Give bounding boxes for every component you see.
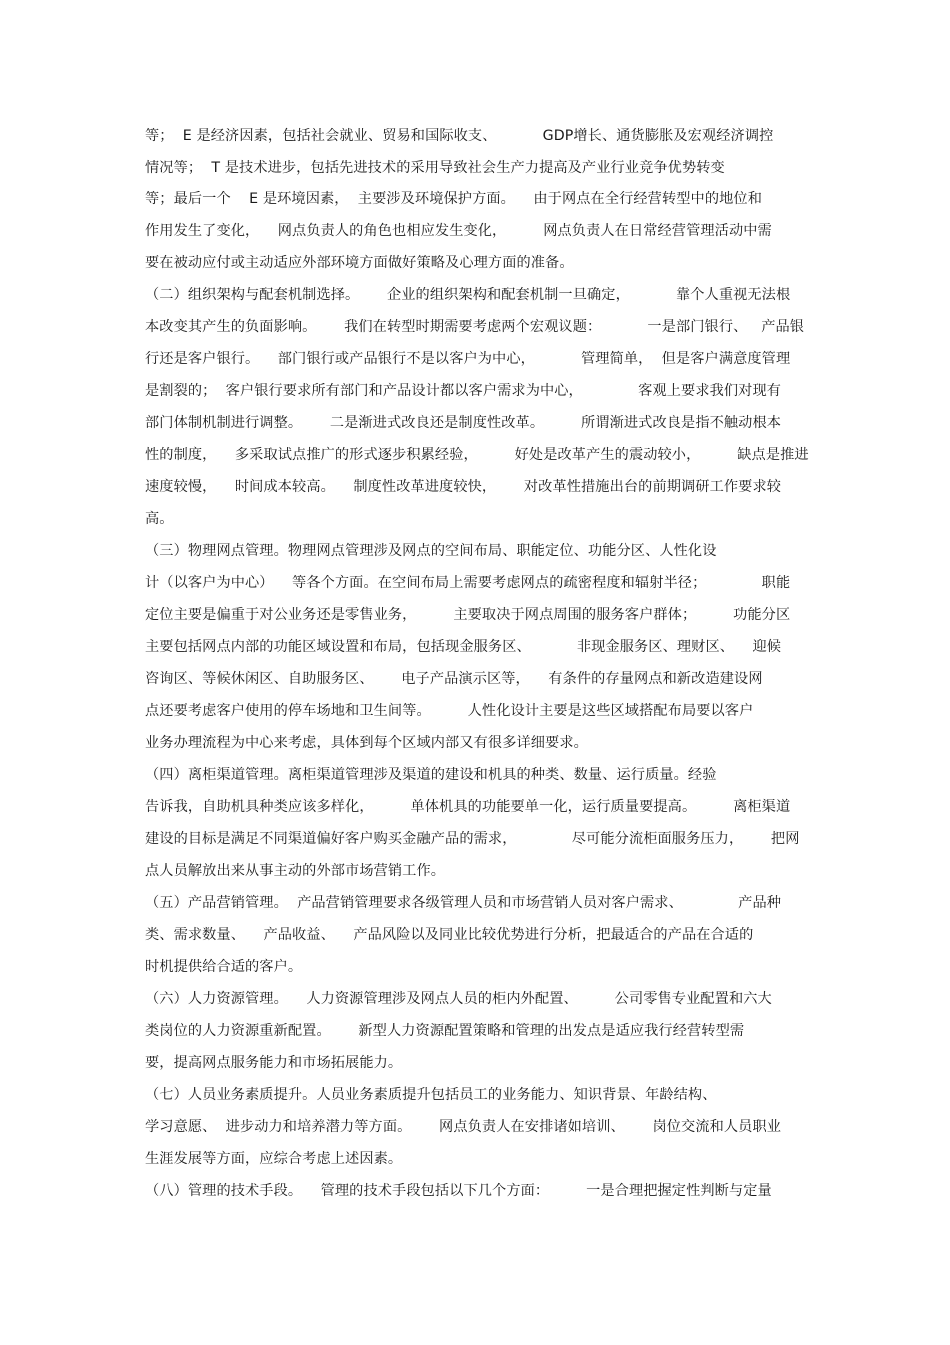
text-line: 定位主要是偏重于对公业务还是零售业务， 主要取决于网点周围的服务客户群体； 功能分区 xyxy=(145,607,791,623)
text-line: 类、需求数量、 产品收益、 产品风险以及同业比较优势进行分析，把最适合的产品在合适的 xyxy=(145,927,754,943)
text-line: （八）管理的技术手段。 管理的技术手段包括以下几个方面： 一是合理把握定性判断与定量 xyxy=(145,1183,772,1199)
text-line: 性的制度， 多采取试点推广的形式逐步积累经验， 好处是改革产生的震动较小， 缺点是推进 xyxy=(145,447,809,463)
text-line: （六）人力资源管理。 人力资源管理涉及网点人员的柜内外配置、 公司零售专业配置和六大 xyxy=(145,991,772,1007)
text-line: 业务办理流程为中心来考虑，具体到每个区域内部又有很多详细要求。 xyxy=(145,735,588,751)
text-line: 作用发生了变化， 网点负责人的角色也相应发生变化， 网点负责人在日常经营管理活动中需 xyxy=(145,223,772,239)
text-line: 行还是客户银行。 部门银行或产品银行不是以客户为中心， 管理简单， 但是客户满意度管理 xyxy=(145,351,791,367)
text-line: 等； E 是经济因素，包括社会就业、贸易和国际收支、 GDP增长、通货膨胀及宏观经济调控 xyxy=(145,128,774,144)
text-line: 点人员解放出来从事主动的外部市场营销工作。 xyxy=(145,863,446,879)
text-line: 建设的目标是满足不同渠道偏好客户购买金融产品的需求， 尽可能分流柜面服务压力， 把网 xyxy=(145,831,800,847)
text-line: 速度较慢， 时间成本较高。 制度性改革进度较快， 对改革性措施出台的前期调研工作要求较 xyxy=(145,479,782,495)
text-line: 学习意愿、 进步动力和培养潜力等方面。 网点负责人在安排诸如培训、 岗位交流和人员职业 xyxy=(145,1119,782,1135)
text-line: 时机提供给合适的客户。 xyxy=(145,959,303,975)
text-line: 生涯发展等方面，应综合考虑上述因素。 xyxy=(145,1151,403,1167)
text-line: 部门体制机制进行调整。 二是渐进式改良还是制度性改革。 所谓渐进式改良是指不触动根本 xyxy=(145,415,782,431)
text-line: （五）产品营销管理。 产品营销管理要求各级管理人员和市场营销人员对客户需求、 产品种 xyxy=(145,895,782,911)
text-line: （七）人员业务素质提升。人员业务素质提升包括员工的业务能力、知识背景、年龄结构、 xyxy=(145,1087,717,1103)
text-line: 等；最后一个 E 是环境因素， 主要涉及环境保护方面。 由于网点在全行经营转型中的地位和 xyxy=(145,191,762,207)
text-line: 计（以客户为中心） 等各个方面。在空间布局上需要考虑网点的疏密程度和辐射半径； 职能 xyxy=(145,575,791,591)
text-line: （三）物理网点管理。物理网点管理涉及网点的空间布局、职能定位、功能分区、人性化设 xyxy=(145,543,717,559)
text-line: 点还要考虑客户使用的停车场地和卫生间等。 人性化设计主要是这些区域搭配布局要以客户 xyxy=(145,703,754,719)
text-line: （四）离柜渠道管理。离柜渠道管理涉及渠道的建设和机具的种类、数量、运行质量。经验 xyxy=(145,767,717,783)
text-line: 要，提高网点服务能力和市场拓展能力。 xyxy=(145,1055,403,1071)
text-line: 咨询区、等候休闲区、自助服务区、 电子产品演示区等， 有条件的存量网点和新改造建设网 xyxy=(145,671,763,687)
text-line: 主要包括网点内部的功能区域设置和布局，包括现金服务区、 非现金服务区、理财区、 迎候 xyxy=(145,639,782,655)
text-line: 高。 xyxy=(145,511,174,527)
text-line: 告诉我，自助机具种类应该多样化， 单体机具的功能要单一化，运行质量要提高。 离柜渠道 xyxy=(145,799,791,815)
text-line: 类岗位的人力资源重新配置。 新型人力资源配置策略和管理的出发点是适应我行经营转型需 xyxy=(145,1023,745,1039)
text-line: 本改变其产生的负面影响。 我们在转型时期需要考虑两个宏观议题： 一是部门银行、 产品银 xyxy=(145,319,805,335)
text-line: 要在被动应付或主动适应外部环境方面做好策略及心理方面的准备。 xyxy=(145,255,574,271)
text-line: 情况等； T 是技术进步，包括先进技术的采用导致社会生产力提高及产业行业竞争优势转变 xyxy=(145,160,725,176)
text-line: 是割裂的； 客户银行要求所有部门和产品设计都以客户需求为中心， 客观上要求我们对现有 xyxy=(145,383,782,399)
text-line: （二）组织架构与配套机制选择。 企业的组织架构和配套机制一旦确定， 靠个人重视无法根 xyxy=(145,287,791,303)
